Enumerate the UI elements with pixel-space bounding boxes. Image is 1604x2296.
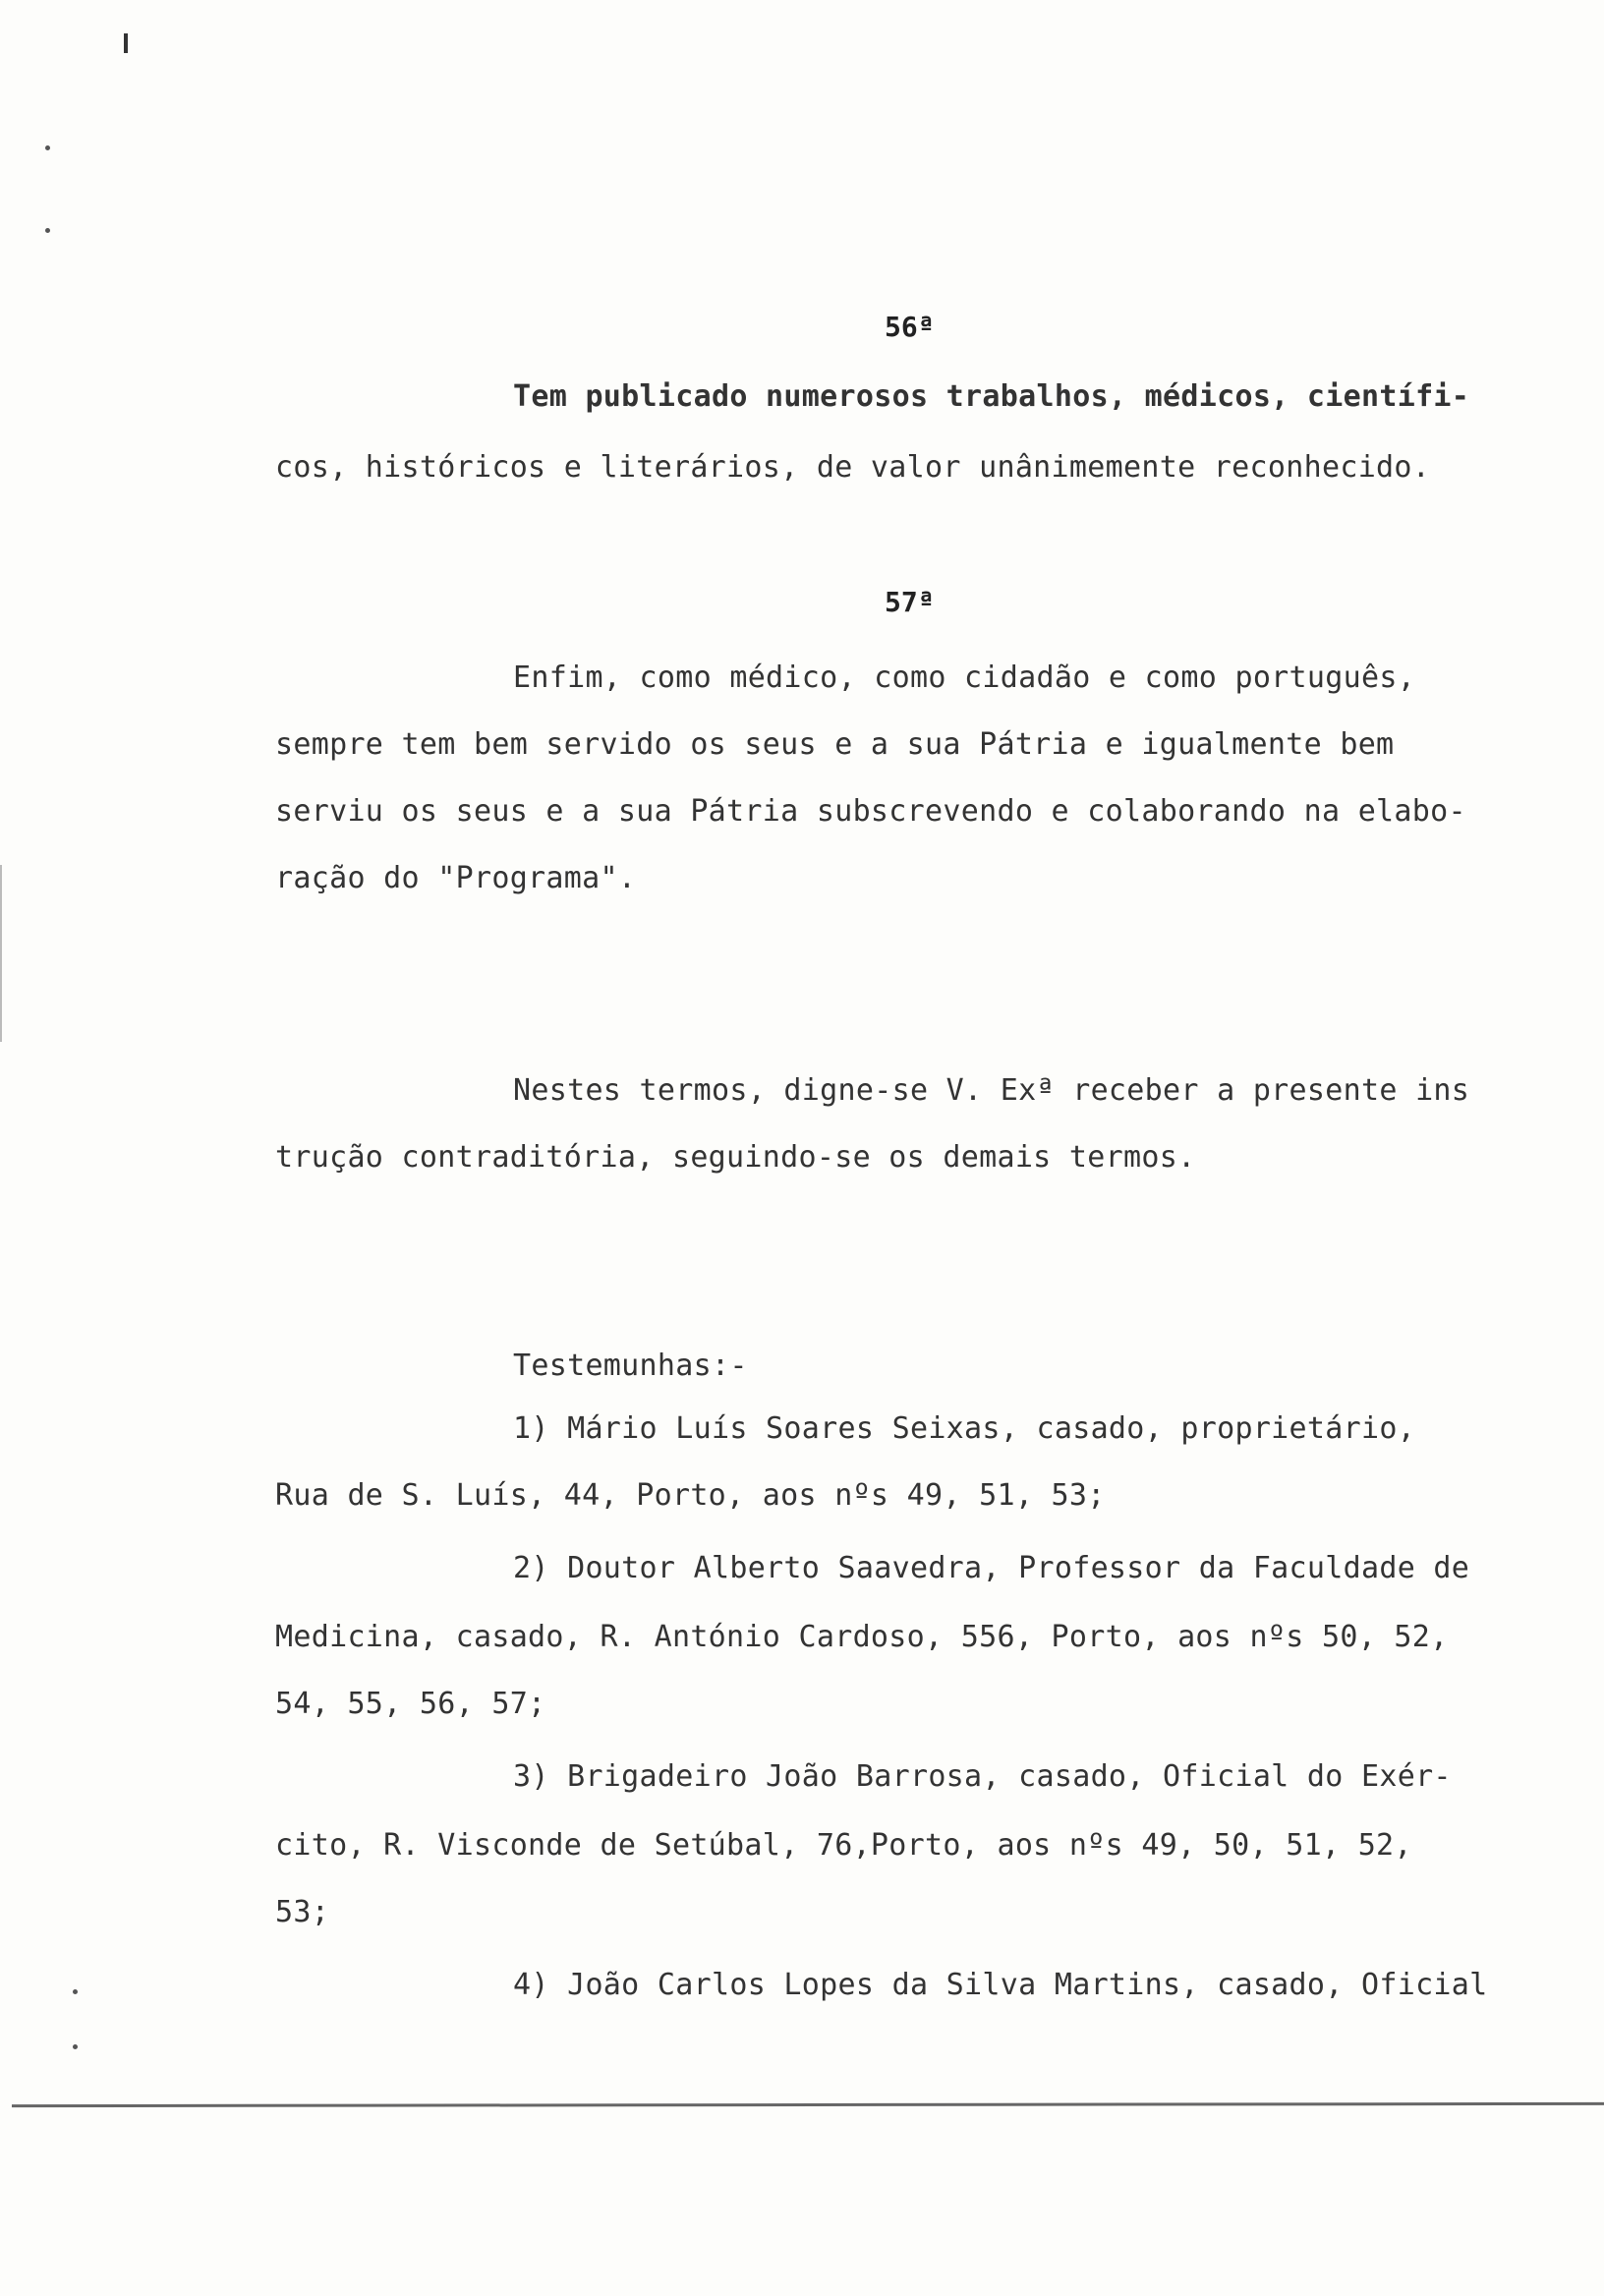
witness-line: 2) Doutor Alberto Saavedra, Professor da Faculdade de — [513, 1551, 1470, 1585]
witness-line: 1) Mário Luís Soares Seixas, casado, proprietário, — [513, 1411, 1416, 1446]
witness-line: Rua de S. Luís, 44, Porto, aos nºs 49, 51, 53; — [275, 1478, 1106, 1513]
page-edge-shadow — [0, 865, 2, 1042]
paragraph-line: Enfim, como médico, como cidadão e como português, — [513, 660, 1416, 695]
paragraph-line: serviu os seus e a sua Pátria subscrevendo e colaborando na elabo- — [275, 794, 1466, 829]
paragraph-line: cos, históricos e literários, de valor unânimemente reconhecido. — [275, 450, 1431, 485]
margin-dot — [73, 2044, 78, 2049]
closing-line: trução contraditória, seguindo-se os demais termos. — [275, 1140, 1196, 1175]
witness-line: 4) João Carlos Lopes da Silva Martins, casado, Oficial — [513, 1968, 1488, 2002]
closing-line: Nestes termos, digne-se V. Exª receber a presente ins — [513, 1073, 1470, 1108]
paragraph-line: Tem publicado numerosos trabalhos, médicos, científi- — [513, 379, 1470, 414]
witness-line: 54, 55, 56, 57; — [275, 1687, 546, 1721]
page-bottom-rule — [12, 2102, 1604, 2107]
section-number-57: 57ª — [885, 586, 935, 618]
witness-line: 3) Brigadeiro João Barrosa, casado, Oficial do Exér- — [513, 1759, 1452, 1794]
witness-line: cito, R. Visconde de Setúbal, 76,Porto, aos nºs 49, 50, 51, 52, — [275, 1828, 1412, 1863]
margin-dot — [73, 1989, 78, 1994]
witness-line: 53; — [275, 1895, 330, 1929]
section-number-56: 56ª — [885, 311, 935, 343]
witnesses-heading: Testemunhas:- — [513, 1349, 748, 1383]
paragraph-line: sempre tem bem servido os seus e a sua Pátria e igualmente bem — [275, 727, 1395, 762]
witness-line: Medicina, casado, R. António Cardoso, 556, Porto, aos nºs 50, 52, — [275, 1620, 1449, 1654]
margin-dot — [45, 145, 50, 150]
margin-mark-top — [124, 33, 128, 53]
margin-dot — [45, 228, 50, 233]
paragraph-line: ração do "Programa". — [275, 861, 637, 895]
